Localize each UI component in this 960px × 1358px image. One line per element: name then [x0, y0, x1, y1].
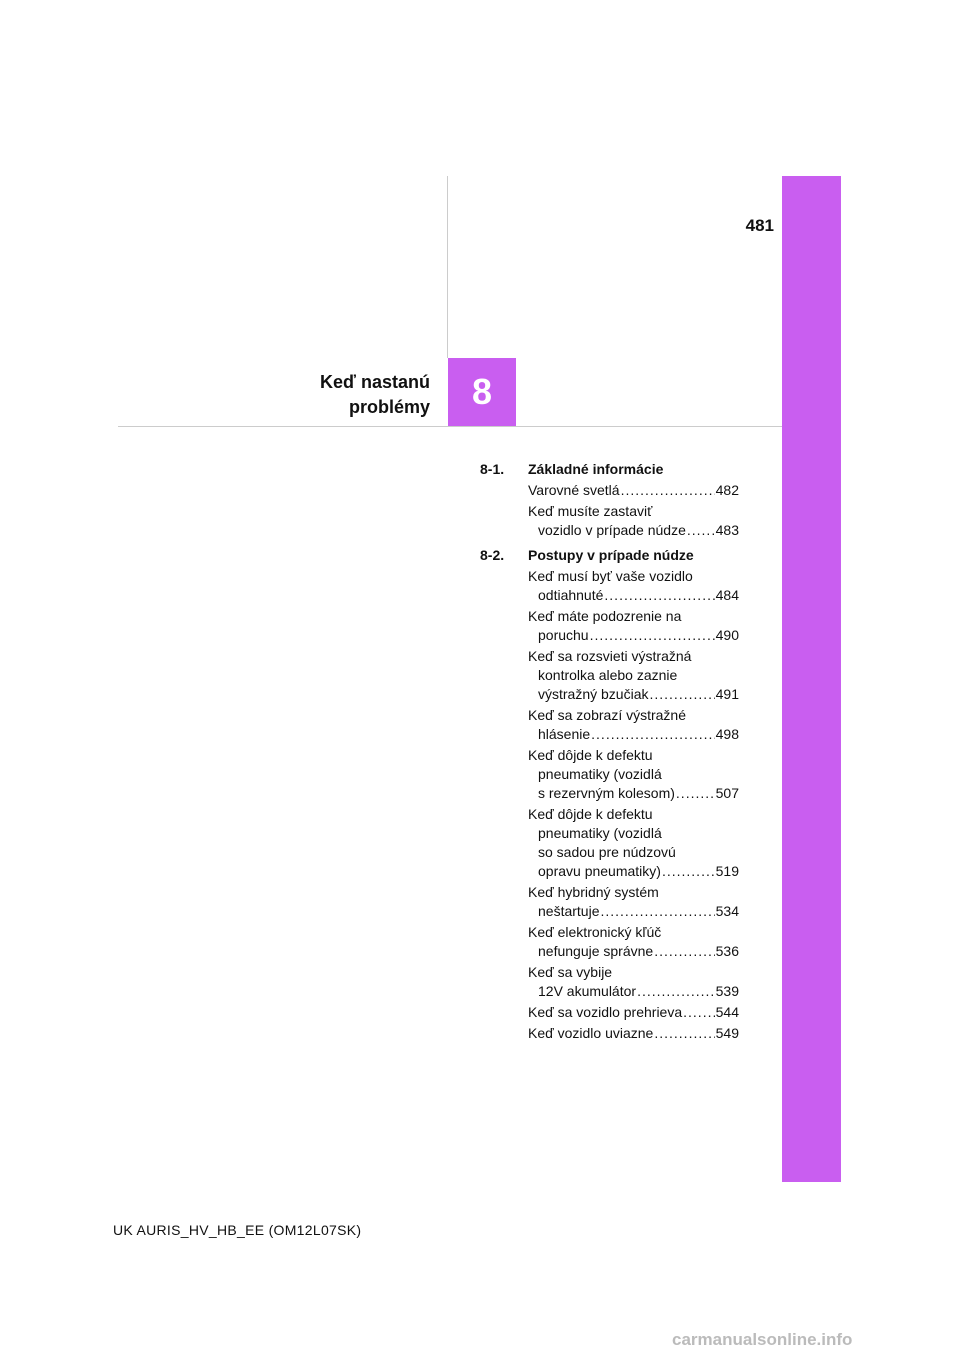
table-of-contents [480, 460, 739, 1049]
toc-entry-text: kontrolka alebo zaznie [538, 667, 678, 683]
toc-leader-dots [621, 481, 715, 500]
toc-entry-text: Keď musí byť vaše vozidlo [528, 568, 693, 584]
toc-page-number: 549 [715, 1025, 739, 1041]
toc-entry[interactable] [528, 805, 739, 881]
toc-entry[interactable] [528, 607, 739, 645]
toc-entry-text: Keď elektronický kľúč [528, 924, 662, 940]
toc-page-number: 544 [715, 1004, 739, 1020]
toc-entry-text: so sadou pre núdzovú [538, 844, 676, 860]
toc-entry[interactable] [528, 567, 739, 605]
toc-leader-dots [662, 862, 715, 881]
toc-page-number: 539 [715, 983, 739, 999]
toc-page-number: 534 [715, 903, 739, 919]
chapter-title [320, 370, 430, 420]
toc-entry-text: Varovné svetlá [528, 482, 620, 498]
toc-entry-line [528, 666, 739, 685]
toc-section-title: Základné informácie [528, 461, 664, 477]
toc-entry[interactable] [528, 706, 739, 744]
toc-leader-dots [683, 1003, 715, 1022]
toc-leader-dots [649, 685, 714, 704]
toc-entry-text: Keď vozidlo uviazne [528, 1025, 654, 1041]
toc-entry-text: Keď sa zobrazí výstražné [528, 707, 687, 723]
chapter-number-badge: 8 [448, 358, 516, 426]
toc-entry-line [528, 982, 739, 1001]
toc-entry-line [528, 607, 739, 626]
toc-entry-text: pneumatiky (vozidlá [538, 825, 662, 841]
toc-entry-text: Keď dôjde k defektu [528, 747, 653, 763]
toc-entry-line [528, 647, 739, 666]
toc-entry-line [528, 521, 739, 540]
toc-entry-text: poruchu [538, 627, 589, 643]
toc-page-number: 519 [715, 863, 739, 879]
chapter-title-line2: problémy [348, 397, 430, 417]
toc-entry-line [528, 942, 739, 961]
toc-page-number: 490 [715, 627, 739, 643]
toc-leader-dots [590, 626, 715, 645]
toc-entry-line [528, 746, 739, 765]
toc-section-heading[interactable] [480, 460, 739, 479]
toc-leader-dots [687, 521, 715, 540]
toc-entry-text: vozidlo v prípade núdze [538, 522, 686, 538]
toc-entry-text: s rezervným kolesom) [538, 785, 675, 801]
toc-section-number: 8-1. [480, 461, 505, 477]
toc-leader-dots [654, 942, 714, 961]
divider-horizontal [118, 426, 782, 427]
toc-entry-text: odtiahnuté [538, 587, 604, 603]
footer-model-code: UK AURIS_HV_HB_EE (OM12L07SK) [113, 1222, 362, 1238]
toc-entry-line [528, 706, 739, 725]
toc-entry-line [528, 963, 739, 982]
toc-entry-line [528, 765, 739, 784]
toc-entry[interactable] [528, 481, 739, 500]
toc-entry-text: Keď hybridný systém [528, 884, 659, 900]
toc-entry-text: nefunguje správne [538, 943, 654, 959]
toc-entry-line [528, 843, 739, 862]
toc-entry[interactable] [528, 963, 739, 1001]
toc-entry-line [528, 725, 739, 744]
toc-entry-line [528, 1003, 739, 1022]
toc-entry-line [528, 784, 739, 803]
toc-leader-dots [654, 1024, 714, 1043]
toc-page-number: 491 [715, 686, 739, 702]
toc-entry-text: opravu pneumatiky) [538, 863, 661, 879]
toc-entry-line [528, 502, 739, 521]
toc-page-number: 498 [715, 726, 739, 742]
toc-entry-text: Keď sa vybije [528, 964, 613, 980]
toc-entry-text: pneumatiky (vozidlá [538, 766, 662, 782]
chapter-title-line1: Keď nastanú [320, 372, 430, 392]
toc-leader-dots [591, 725, 714, 744]
toc-leader-dots [637, 982, 715, 1001]
toc-leader-dots [600, 902, 714, 921]
toc-entry-line [528, 824, 739, 843]
page-number: 481 [745, 216, 774, 235]
toc-entry-line [528, 567, 739, 586]
toc-entry-line [528, 883, 739, 902]
toc-entry-text: Keď musíte zastaviť [528, 503, 653, 519]
toc-entry-text: Keď sa rozsvieti výstražná [528, 648, 692, 664]
toc-entry[interactable] [528, 923, 739, 961]
toc-leader-dots [604, 586, 714, 605]
toc-entry-text: výstražný bzučiak [538, 686, 649, 702]
toc-entry-text: Keď sa vozidlo prehrieva [528, 1004, 683, 1020]
toc-page-number: 484 [715, 587, 739, 603]
toc-entry-text: 12V akumulátor [538, 983, 637, 999]
toc-entry-line [528, 626, 739, 645]
toc-entry[interactable] [528, 883, 739, 921]
toc-page-number: 507 [715, 785, 739, 801]
toc-section [480, 460, 739, 540]
toc-entry[interactable] [528, 746, 739, 803]
toc-entry[interactable] [528, 647, 739, 704]
toc-section-title: Postupy v prípade núdze [528, 547, 694, 563]
divider-vertical [447, 176, 448, 358]
chapter-sidebar-tab [782, 176, 841, 1182]
toc-section [480, 546, 739, 1043]
toc-entry[interactable] [528, 1003, 739, 1022]
toc-entry-line [528, 862, 739, 881]
toc-entry-text: hlásenie [538, 726, 591, 742]
toc-entry-text: Keď máte podozrenie na [528, 608, 682, 624]
toc-entry[interactable] [528, 1024, 739, 1043]
toc-entry-line [528, 685, 739, 704]
watermark: carmanualsonline.info [672, 1330, 853, 1349]
toc-leader-dots [676, 784, 715, 803]
toc-entry[interactable] [528, 502, 739, 540]
toc-page-number: 483 [715, 522, 739, 538]
toc-entry-line [528, 481, 739, 500]
toc-entry-line [528, 1024, 739, 1043]
toc-entry-line [528, 805, 739, 824]
toc-section-heading[interactable] [480, 546, 739, 565]
toc-entry-line [528, 902, 739, 921]
toc-entry-line [528, 586, 739, 605]
toc-page-number: 482 [715, 482, 739, 498]
toc-entry-text: Keď dôjde k defektu [528, 806, 653, 822]
toc-entry-line [528, 923, 739, 942]
toc-page-number: 536 [715, 943, 739, 959]
toc-entry-text: neštartuje [538, 903, 600, 919]
toc-section-number: 8-2. [480, 547, 505, 563]
